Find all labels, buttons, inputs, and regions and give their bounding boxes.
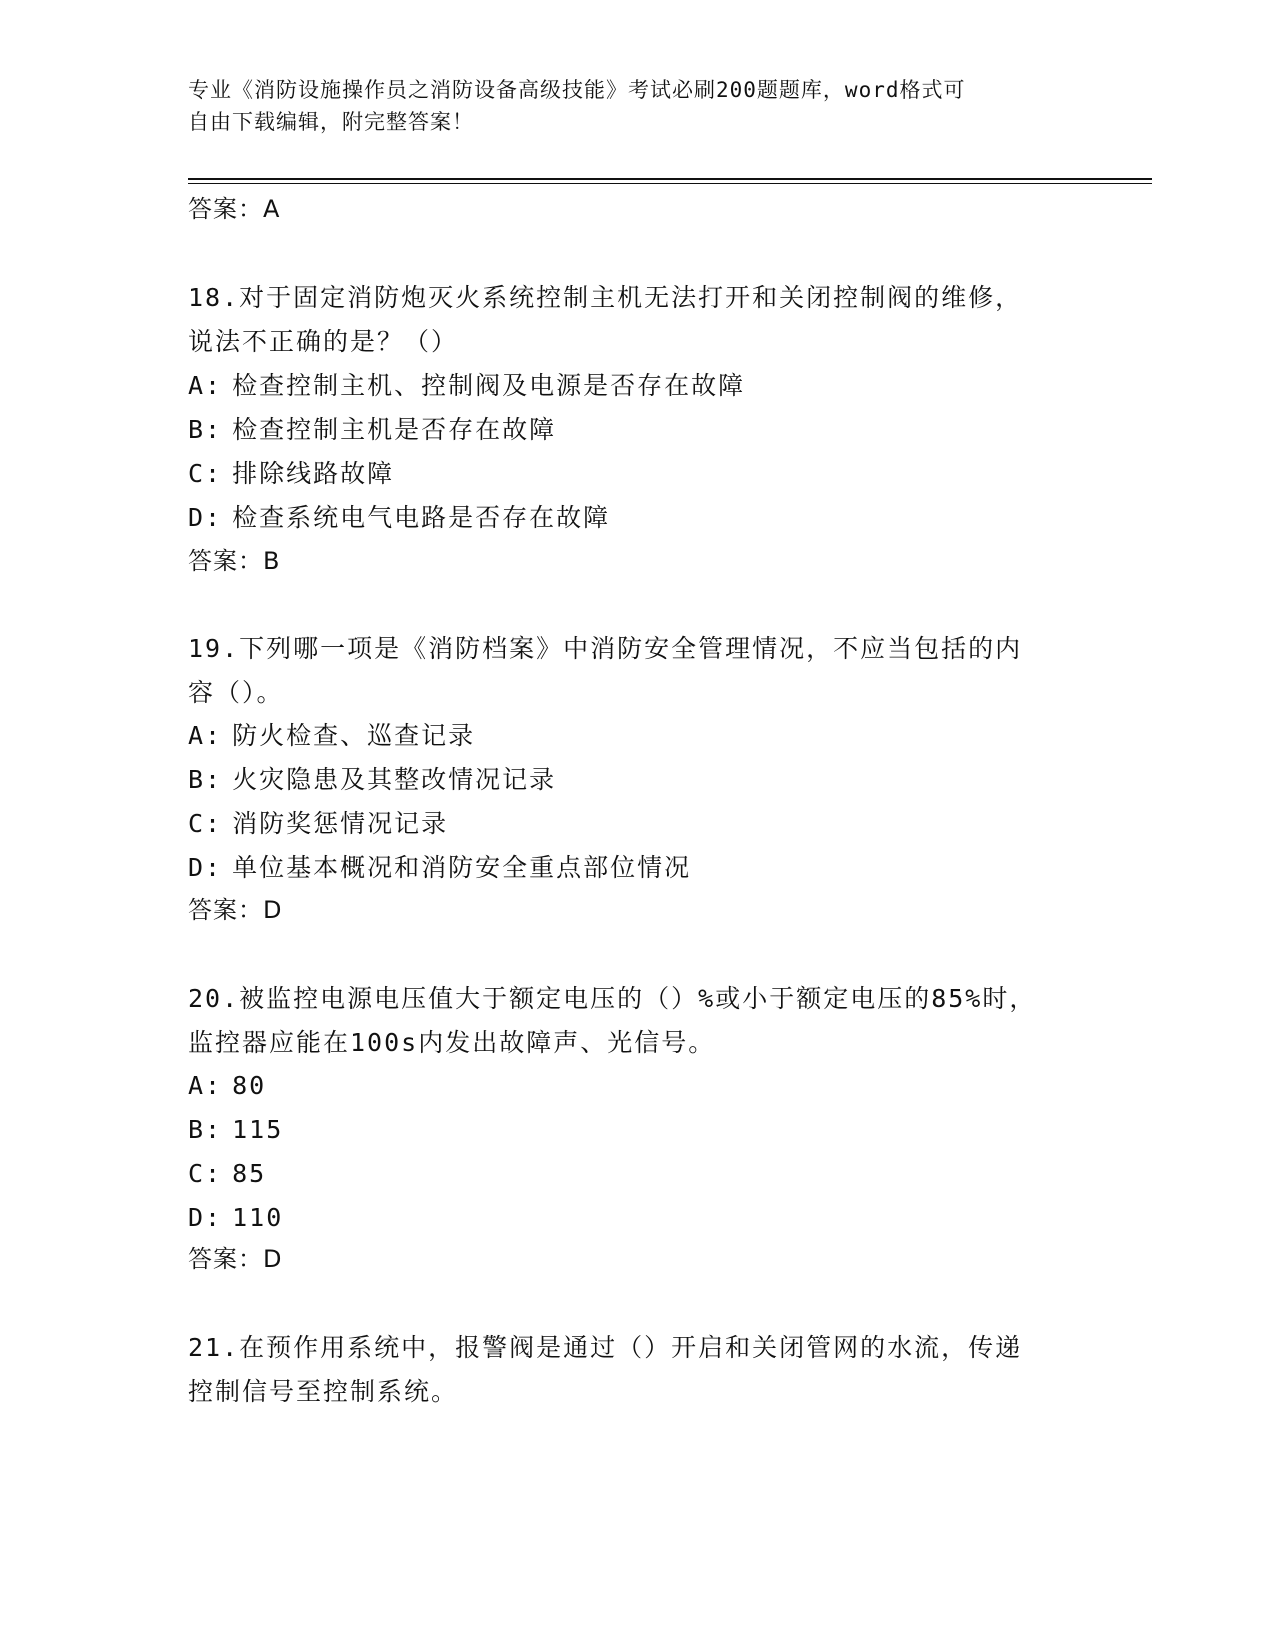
option-19-a: A: 防火检查、巡查记录: [188, 721, 476, 750]
question-text-line-2: 监控器应能在100s内发出故障声、光信号。: [188, 1028, 716, 1057]
document-header: [188, 74, 1068, 138]
question-text-line-1: 19.下列哪一项是《消防档案》中消防安全管理情况，不应当包括的内: [188, 634, 1023, 663]
header-divider-thin: [188, 183, 1152, 184]
option-19-c: C: 消防奖惩情况记录: [188, 809, 449, 838]
option-18-c: C: 排除线路故障: [188, 459, 395, 488]
header-line-2: 自由下载编辑，附完整答案！: [188, 110, 474, 134]
option-18-b: B: 检查控制主机是否存在故障: [188, 415, 557, 444]
option-19-b: B: 火灾隐患及其整改情况记录: [188, 765, 557, 794]
header-line-1: 专业《消防设施操作员之消防设备高级技能》考试必刷200题题库，word格式可: [188, 78, 966, 102]
header-divider-thick: [188, 178, 1152, 180]
question-text-line-1: 20.被监控电源电压值大于额定电压的（）%或小于额定电压的85%时，: [188, 984, 1037, 1013]
previous-answer: 答案：A: [188, 195, 281, 223]
answer-20: 答案：D: [188, 1245, 283, 1273]
option-20-a: A: 80: [188, 1071, 267, 1100]
option-20-b: B: 115: [188, 1115, 284, 1144]
question-text-line-1: 21.在预作用系统中，报警阀是通过（）开启和关闭管网的水流，传递: [188, 1333, 1023, 1362]
question-18: [188, 276, 1088, 364]
question-text-line-2: 容（）。: [188, 678, 284, 707]
question-text-line-1: 18.对于固定消防炮灭火系统控制主机无法打开和关闭控制阀的维修，: [188, 283, 1023, 312]
option-19-d: D: 单位基本概况和消防安全重点部位情况: [188, 853, 692, 882]
question-text-line-2: 控制信号至控制系统。: [188, 1377, 459, 1406]
question-21: [188, 1326, 1088, 1414]
answer-18: 答案：B: [188, 547, 281, 575]
option-18-d: D: 检查系统电气电路是否存在故障: [188, 503, 611, 532]
option-20-d: D: 110: [188, 1203, 284, 1232]
question-19: [188, 627, 1088, 715]
question-20: [188, 977, 1088, 1065]
answer-19: 答案：D: [188, 896, 283, 924]
option-20-c: C: 85: [188, 1159, 267, 1188]
option-18-a: A: 检查控制主机、控制阀及电源是否存在故障: [188, 371, 746, 400]
question-text-line-2: 说法不正确的是？（）: [188, 327, 459, 356]
